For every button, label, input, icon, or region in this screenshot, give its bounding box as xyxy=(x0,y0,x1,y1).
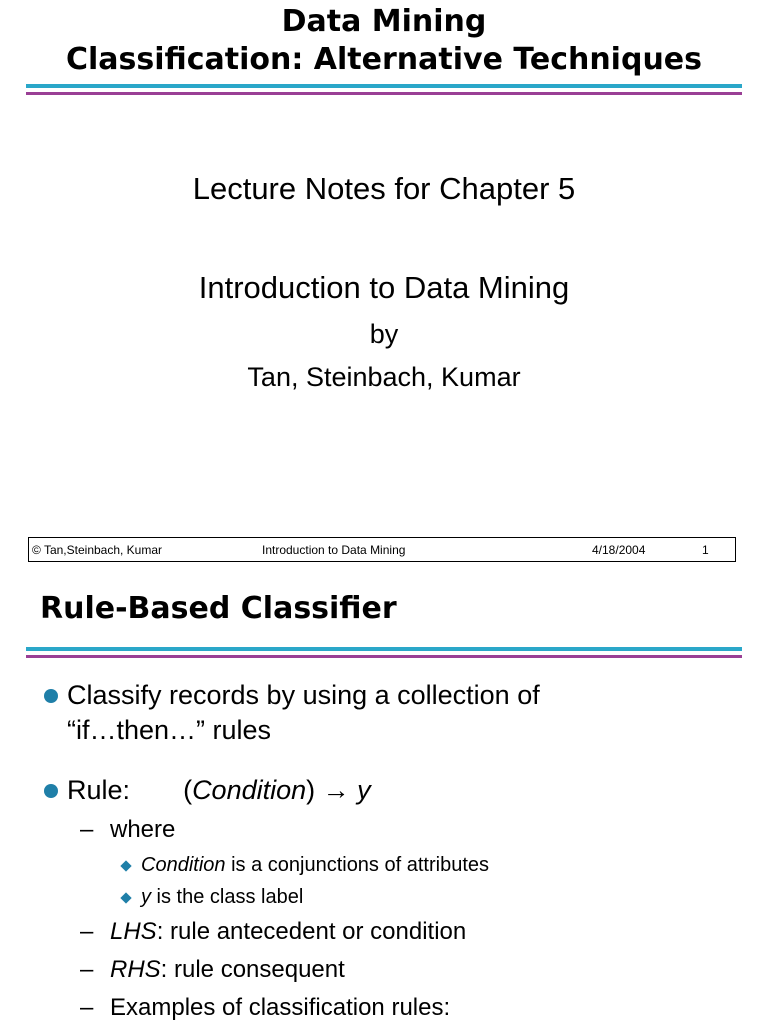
sub-examples: Examples of classification rules: xyxy=(110,994,451,1021)
bullet2-line xyxy=(67,774,371,806)
rule-close-paren: ) xyxy=(306,775,316,805)
book-title: Introduction to Data Mining xyxy=(198,270,570,305)
title-divider-magenta xyxy=(26,92,742,95)
slide2-title: Rule-Based Classifier xyxy=(40,591,397,626)
diamond-bullet-icon xyxy=(120,860,131,871)
bullet1-line2: “if…then…” rules xyxy=(67,715,272,745)
slide2-divider-cyan xyxy=(26,647,742,651)
footer-date: 4/18/2004 xyxy=(592,543,646,557)
subsub-y-italic: y xyxy=(141,886,151,908)
sub-rhs-rest: : rule consequent xyxy=(160,956,345,983)
footer-center: Introduction to Data Mining xyxy=(262,543,406,557)
slide2-divider-magenta xyxy=(26,655,742,658)
bullet1-line1: Classify records by using a collection of xyxy=(67,680,540,710)
rule-class-y: y xyxy=(357,775,371,805)
by-text: by xyxy=(369,319,399,349)
rule-label: Rule: xyxy=(67,775,131,805)
bullet-dot xyxy=(44,689,58,703)
slide-footer xyxy=(28,537,736,562)
sub-rhs xyxy=(110,955,345,985)
subsub-condition-italic: Condition xyxy=(141,854,226,876)
sub-lhs xyxy=(110,917,466,947)
sub-lhs-rest: : rule antecedent or condition xyxy=(156,918,467,945)
slide-title-line2: Classification: Alternative Techniques xyxy=(65,42,703,77)
subsub-y-rest: is the class label xyxy=(151,886,304,908)
rule-open-paren: ( xyxy=(183,775,193,805)
footer-page: 1 xyxy=(702,543,709,557)
slide-title-line1: Data Mining xyxy=(281,4,487,39)
title-divider-cyan xyxy=(26,84,742,88)
bullet-dot xyxy=(44,784,58,798)
sub-where: where xyxy=(110,816,176,843)
rule-condition: Condition xyxy=(192,775,307,805)
lecture-subtitle: Lecture Notes for Chapter 5 xyxy=(192,171,576,206)
authors: Tan, Steinbach, Kumar xyxy=(247,362,521,392)
sub-rhs-italic: RHS xyxy=(110,956,161,983)
subsub-condition xyxy=(141,853,489,877)
subsub-condition-rest: is a conjunctions of attributes xyxy=(225,854,489,876)
sub-lhs-italic: LHS xyxy=(110,918,157,945)
diamond-bullet-icon xyxy=(120,892,131,903)
arrow-icon: → xyxy=(322,775,350,805)
subsub-y xyxy=(141,885,303,909)
footer-copyright: © Tan,Steinbach, Kumar xyxy=(32,543,163,557)
